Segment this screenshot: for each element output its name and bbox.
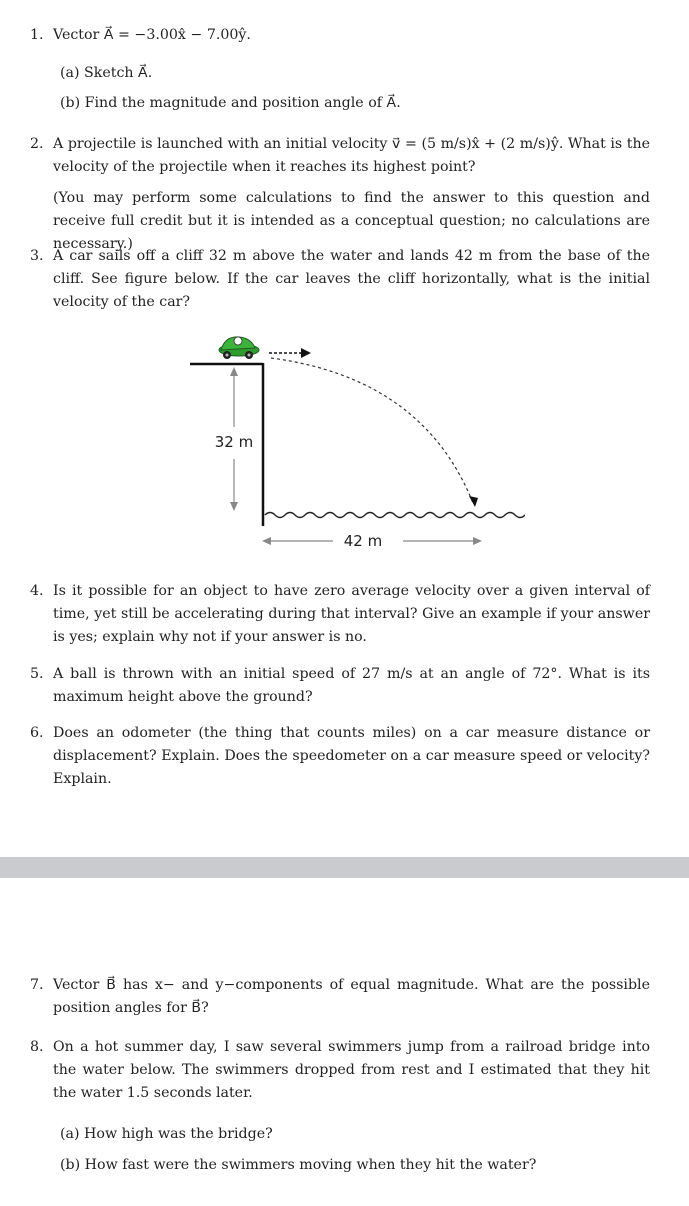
question-1-part-a-text: Sketch A⃗. — [84, 65, 153, 81]
cliff-figure — [185, 333, 525, 555]
question-1-part-a — [60, 62, 640, 85]
height-label: 32 m — [214, 433, 254, 451]
question-8-part-a-label: (a) — [60, 1126, 80, 1142]
question-2-text: A projectile is launched with an initial velocity v⃗ = (5 m/s)x̂ + (2 m/s)ŷ. What is the velocity of the projectile when it reaches its highest point? — [53, 136, 650, 175]
page-separator — [0, 857, 689, 878]
question-7 — [30, 974, 650, 1020]
question-5-text: A ball is thrown with an initial speed of 27 m/s at an angle of 72°. What is its maximum height above the ground? — [53, 666, 650, 705]
question-6-number: 6. — [30, 725, 44, 741]
trajectory-arrow-icon — [469, 496, 478, 507]
question-8 — [30, 1036, 650, 1105]
velocity-arrow-icon — [301, 348, 311, 358]
question-4 — [30, 580, 650, 649]
question-8-part-b — [60, 1154, 640, 1177]
question-4-text: Is it possible for an object to have zero average velocity over a given interval of time, yet still be accelerating during that interval? Give an example if your answer is yes; explain why not if your answer is no. — [53, 583, 650, 645]
page-2 — [0, 878, 689, 1206]
question-6-text: Does an odometer (the thing that counts miles) on a car measure distance or displacement? Explain. Does the speedometer on a car measure speed or velocity? Explain. — [53, 725, 650, 787]
question-7-number: 7. — [30, 977, 44, 993]
question-2 — [30, 133, 650, 256]
question-5-number: 5. — [30, 666, 44, 682]
question-2-number: 2. — [30, 136, 44, 152]
question-8-part-a — [60, 1123, 640, 1146]
question-1-part-b — [60, 92, 640, 115]
question-6 — [30, 722, 650, 791]
question-1-part-b-text: Find the magnitude and position angle of A⃗. — [84, 95, 401, 111]
question-8-number: 8. — [30, 1039, 44, 1055]
car-icon — [219, 337, 259, 359]
question-8-part-b-label: (b) — [60, 1157, 81, 1173]
question-3-text: A car sails off a cliff 32 m above the water and lands 42 m from the base of the cliff. See figure below. If the car leaves the cliff horizontally, what is the initial velocity of the car? — [53, 248, 650, 310]
question-5 — [30, 663, 650, 709]
question-8-part-a-text: How high was the bridge? — [84, 1126, 273, 1142]
question-1-part-b-label: (b) — [60, 95, 81, 111]
question-8-part-b-text: How fast were the swimmers moving when they hit the water? — [84, 1157, 537, 1173]
question-1-part-a-label: (a) — [60, 65, 80, 81]
distance-label: 42 m — [343, 532, 383, 550]
question-7-text: Vector B⃗ has x− and y−components of equal magnitude. What are the possible position angles for B⃗? — [53, 977, 650, 1016]
question-1-number: 1. — [30, 27, 44, 43]
question-4-number: 4. — [30, 583, 44, 599]
water-line — [265, 513, 525, 518]
question-1 — [30, 24, 650, 47]
question-8-text: On a hot summer day, I saw several swimmers jump from a railroad bridge into the water below. The swimmers dropped from rest and I estimated that they hit the water 1.5 seconds later. — [53, 1039, 650, 1101]
question-1-text: Vector A⃗ = −3.00x̂ − 7.00ŷ. — [53, 27, 251, 43]
question-2-note: (You may perform some calculations to find the answer to this question and receive full credit but it is intended as a conceptual question; no calculations are necessary.) — [53, 190, 650, 252]
question-3 — [30, 245, 650, 314]
question-3-number: 3. — [30, 248, 44, 264]
